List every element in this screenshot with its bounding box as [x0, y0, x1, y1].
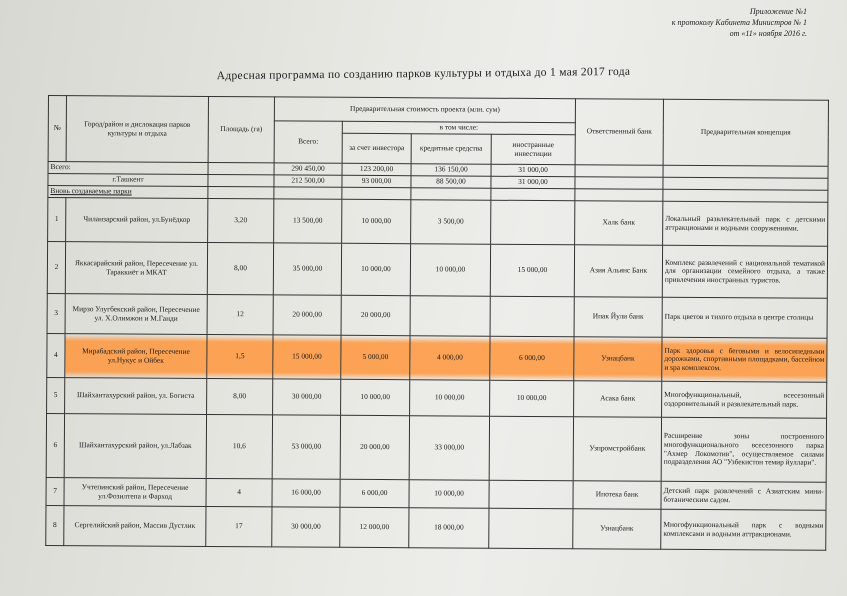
header-investor: за счет инвестора: [342, 133, 411, 163]
cell-num: 6: [46, 413, 64, 477]
cell-credit: 10 000,00: [409, 480, 489, 508]
cell-total: 20 000,00: [273, 295, 341, 335]
cell-investor: 20 000,00: [341, 295, 410, 335]
cell-area: 12: [207, 294, 273, 334]
cell-concept: Комплекс развлечений с национальной тематикой для организации семейного отдыха, а также привлечения иностранных туристов.: [662, 245, 827, 298]
cell-total: 30 000,00: [272, 507, 340, 547]
city-label: г.Ташкент: [48, 174, 208, 187]
cell-concept: Многофункциональный парк с водными комплексами и водными аттракционами.: [661, 509, 826, 550]
header-num: №: [48, 96, 66, 162]
cell-bank: Азия Альянс Банк: [574, 245, 662, 298]
cell-foreign: 15 000,00: [490, 244, 574, 297]
cell-concept: Парк здоровья с беговыми и велосипедными дорожками, спортивными площадками, бассейном и spa комплексом.: [662, 337, 827, 382]
cell-num: 3: [47, 293, 65, 333]
cell-investor: 20 000,00: [340, 415, 409, 479]
cell-bank: Ипак Йули банк: [574, 297, 662, 338]
header-total: Всего:: [274, 121, 342, 163]
table-row: [47, 293, 827, 338]
cell-area: 8,00: [207, 378, 273, 414]
cell-foreign: [490, 296, 574, 337]
cell-investor: 10 000,00: [341, 243, 410, 295]
cell-foreign: [489, 508, 573, 549]
table-row: [47, 333, 827, 382]
cell-num: 2: [47, 242, 65, 294]
cell-area: 4: [206, 478, 272, 506]
cell-concept: Локальный развлекательный парк с детскими аттракционами и водными сооружениями.: [663, 201, 828, 246]
cell-total: 53 000,00: [272, 415, 340, 479]
cell-area: 8,00: [207, 242, 273, 294]
city-credit: 88 500,00: [411, 176, 491, 188]
cell-bank: Узнацбанк: [573, 509, 661, 550]
cell-location: Шайхантахурский район, ул.Лабзак: [64, 414, 206, 479]
table-row: [46, 505, 826, 550]
cell-bank: Узпромстройбанк: [573, 417, 661, 482]
cell-investor: 6 000,00: [340, 479, 409, 507]
section-label: Вновь создаваемые парки: [48, 186, 208, 199]
cell-credit: 3 500,00: [411, 200, 491, 244]
program-table: [45, 95, 829, 551]
cell-num: 1: [48, 198, 66, 242]
cell-location: Мирзо Улугбекский район, Пересечение ул. Х.Олимжон и М.Ганди: [65, 294, 207, 335]
cell-concept: Парк цветов и тихого отдыха в центре столицы: [662, 297, 827, 338]
header-incl: в том числе:: [342, 121, 575, 134]
cell-concept: Детский парк развлечений с Азиатским мини-ботаническим садом.: [661, 481, 826, 510]
table-row: [47, 377, 827, 418]
cell-foreign: 6 000,00: [490, 336, 574, 381]
cell-area: 10,6: [206, 414, 272, 478]
header-foreign: иностранные инвестиции: [491, 134, 575, 165]
header-cost-group: Предварительная стоимость проекта (млн. сум): [274, 97, 575, 123]
cell-location: Мирабадский район, Пересечение ул.Нукус и Ойбек: [65, 334, 207, 379]
cell-foreign: [489, 416, 573, 481]
cell-bank: Узнацбанк: [574, 337, 662, 382]
cell-credit: [410, 296, 490, 336]
cell-foreign: [491, 200, 575, 245]
annex-note: [607, 6, 807, 39]
city-total: 212 500,00: [274, 175, 342, 187]
cell-foreign: 10 000,00: [490, 380, 574, 417]
cell-credit: 10 000,00: [410, 380, 490, 416]
cell-num: 5: [47, 377, 65, 413]
cell-num: 7: [46, 477, 64, 505]
annex-line-2: к протоколу Кабинета Министров № 1: [671, 18, 807, 27]
cell-investor: 5 000,00: [341, 335, 410, 379]
table-row: [47, 242, 827, 299]
cell-total: 16 000,00: [272, 479, 340, 507]
cell-area: 1,5: [207, 334, 273, 378]
totals-credit: 136 150,00: [411, 164, 491, 176]
cell-location: Шайхантахурский район, ул. Богиста: [65, 378, 207, 415]
cell-location: Яккасарайский район, Пересечение ул. Тараккиёт и МКАТ: [65, 242, 207, 295]
document-title: Адресная программа по созданию парков культуры и отдыха до 1 мая 2017 года: [216, 65, 631, 83]
annex-line-1: Приложение №1: [749, 7, 807, 16]
totals-label: Всего:: [48, 162, 208, 175]
cell-num: 8: [46, 505, 64, 545]
cell-concept: Многофункциональный, всесезонный оздоровительный и развлекательный парк.: [662, 381, 827, 418]
cell-location: Сергелийский район, Массив Дустлик: [64, 506, 206, 547]
cell-bank: Асака банк: [574, 381, 662, 418]
cell-concept: Расширение зоны построенного многофункционального всесезонного парка "Ахмер Локомотив", осуществляемое силами подразделения АО "Узбекистон темир йуллари".: [661, 417, 826, 482]
annex-line-3: от «11» ноября 2016 г.: [729, 29, 807, 38]
cell-investor: 10 000,00: [341, 379, 410, 415]
cell-total: 15 000,00: [273, 335, 341, 379]
cell-location: Чиланзарский район, ул.Бунёдкор: [66, 198, 208, 243]
city-investor: 93 000,00: [342, 175, 411, 187]
cell-area: 3,20: [208, 198, 274, 242]
cell-credit: 10 000,00: [410, 244, 490, 296]
header-city: Город/район и дислокация парков культуры и отдыха: [66, 96, 208, 163]
cell-area: 17: [206, 506, 272, 546]
totals-foreign: 31 000,00: [491, 164, 575, 177]
cell-credit: 33 000,00: [409, 416, 489, 480]
cell-total: 30 000,00: [273, 379, 341, 415]
cell-location: Учтепинский район, Пересечение ул.Фозилтепа и Фарход: [64, 478, 206, 507]
cell-total: 35 000,00: [273, 243, 341, 295]
table-row: [48, 198, 828, 247]
header-bank: Ответственный банк: [575, 99, 663, 166]
cell-bank: Халк банк: [575, 201, 663, 246]
cell-num: 4: [47, 333, 65, 377]
cell-total: 13 500,00: [274, 199, 342, 243]
cell-investor: 12 000,00: [340, 507, 409, 547]
header-area: Площадь (га): [208, 96, 274, 162]
city-foreign: 31 000,00: [491, 176, 575, 189]
header-credit: кредитные средства: [411, 134, 491, 164]
totals-investor: 123 200,00: [342, 163, 411, 175]
cell-investor: 10 000,00: [342, 199, 411, 243]
header-concept: Предварительная концепция: [663, 99, 828, 166]
cell-credit: 4 000,00: [410, 336, 490, 380]
cell-bank: Ипотека банк: [573, 481, 661, 510]
cell-credit: 18 000,00: [409, 508, 489, 548]
cell-foreign: [489, 480, 573, 509]
table-row: [46, 413, 826, 482]
totals-total: 290 450,00: [274, 163, 342, 175]
